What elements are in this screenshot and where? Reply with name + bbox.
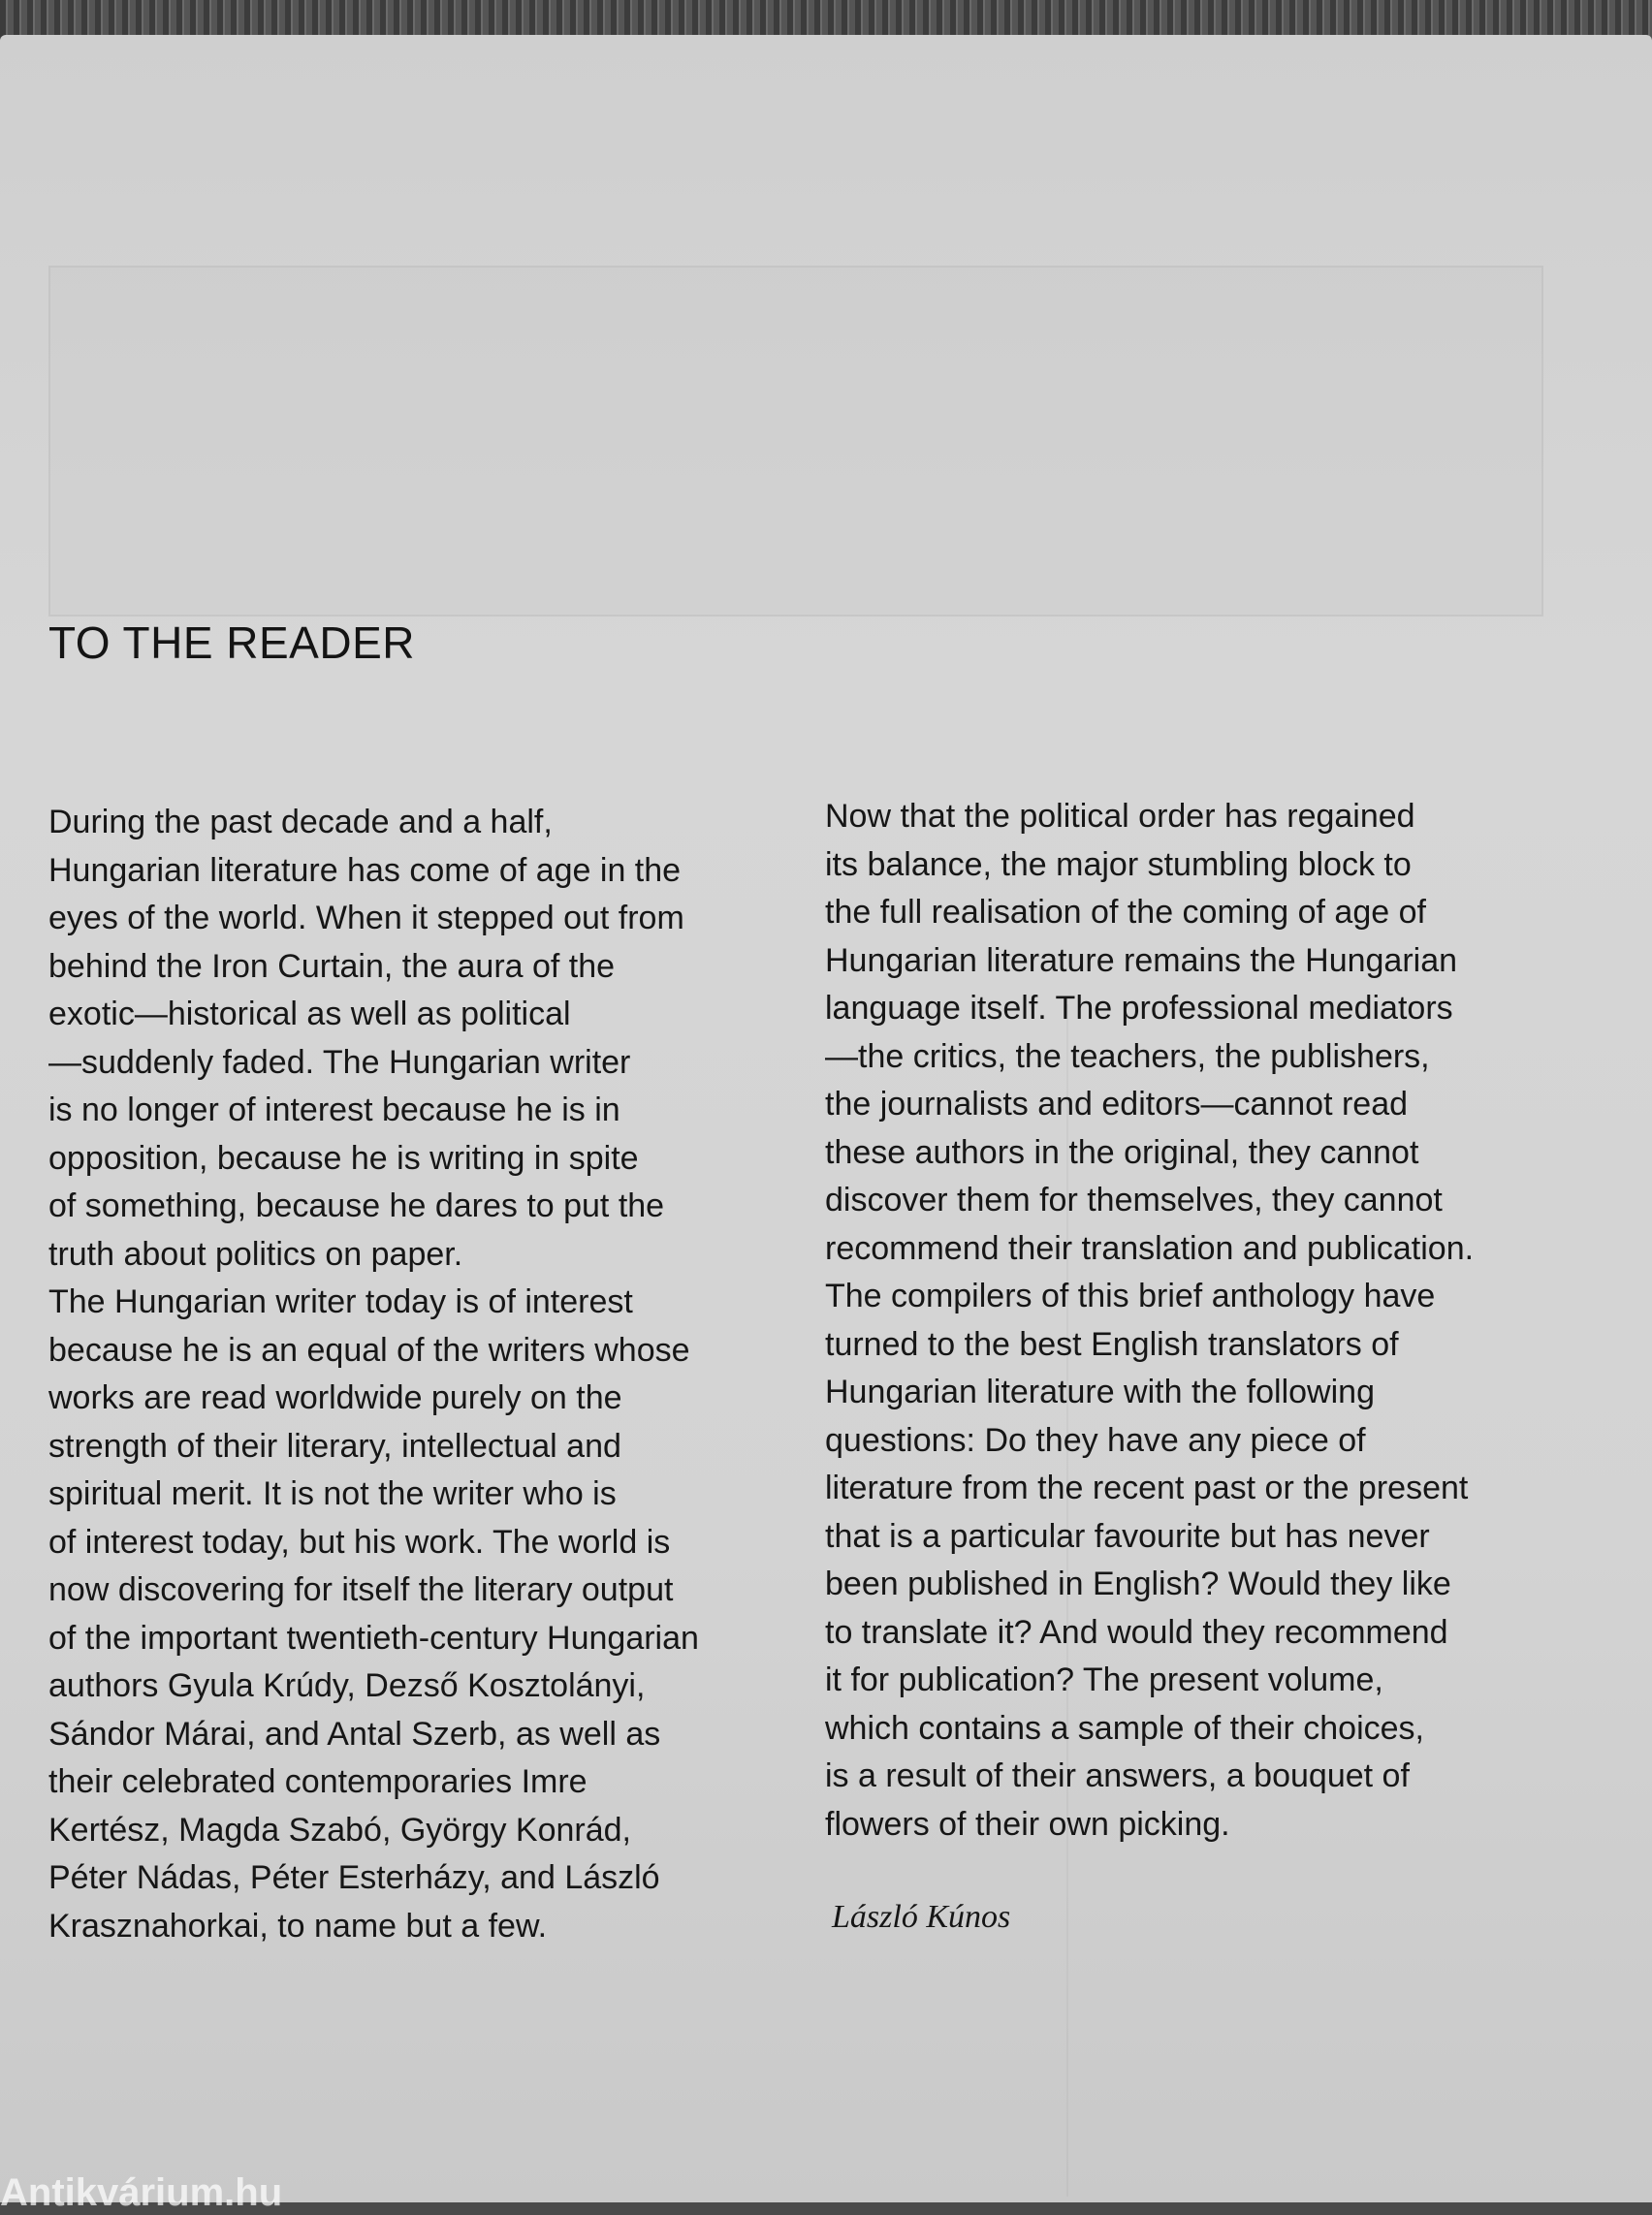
right-column-line: these authors in the original, they cannot	[825, 1133, 1419, 1171]
left-column-line: of the important twentieth-century Hungarian	[48, 1619, 699, 1657]
left-column-line: is no longer of interest because he is in	[48, 1092, 620, 1128]
left-column-line: strength of their literary, intellectual and	[48, 1427, 621, 1465]
right-column-line: the journalists and editors—cannot read	[825, 1086, 1409, 1123]
right-column-line: that is a particular favourite but has never	[825, 1517, 1430, 1555]
right-column-line: recommend their translation and publication.	[825, 1229, 1475, 1267]
left-column-line: of something, because he dares to put the	[48, 1187, 665, 1224]
left-column-line: The Hungarian writer today is of interest	[48, 1283, 633, 1320]
left-column-line: —suddenly faded. The Hungarian writer	[48, 1043, 631, 1081]
left-column-line: Krasznahorkai, to name but a few.	[48, 1907, 548, 1945]
left-column-line: because he is an equal of the writers whose	[48, 1331, 690, 1369]
left-column-line: works are read worldwide purely on the	[48, 1379, 622, 1416]
left-column-line: spiritual merit. It is not the writer who is	[48, 1475, 617, 1512]
left-column-line: their celebrated contemporaries Imre	[48, 1763, 588, 1800]
right-column-line: the full realisation of the coming of age of	[825, 894, 1426, 931]
left-column-line: Péter Nádas, Péter Esterházy, and László	[48, 1859, 660, 1896]
left-column-line: truth about politics on paper.	[48, 1235, 463, 1273]
right-column-line: been published in English? Would they like	[825, 1566, 1451, 1602]
right-text-column	[825, 793, 1562, 1849]
right-column-line: language itself. The professional mediators	[825, 990, 1453, 1027]
right-column-line: discover them for themselves, they cannot	[825, 1182, 1443, 1218]
right-column-line: to translate it? And would they recommend	[825, 1613, 1448, 1651]
left-column-line: Sándor Márai, and Antal Szerb, as well as	[48, 1715, 661, 1753]
left-text-column	[48, 799, 785, 1950]
right-column-line: Now that the political order has regained	[825, 798, 1415, 835]
page-title: TO THE READER	[48, 617, 415, 668]
left-column-line: opposition, because he is writing in spite	[48, 1139, 639, 1177]
right-column-line: its balance, the major stumbling block to	[825, 845, 1412, 883]
right-column-line: turned to the best English translators of	[825, 1325, 1399, 1363]
left-column-line: now discovering for itself the literary output	[48, 1571, 674, 1608]
watermark: Antikvárium.hu	[0, 2171, 283, 2214]
right-column-line: Hungarian literature with the following	[825, 1374, 1375, 1410]
right-column-line: The compilers of this brief anthology have	[825, 1278, 1436, 1314]
right-column-line: is a result of their answers, a bouquet of	[825, 1757, 1410, 1794]
scanner-edge	[0, 0, 1652, 39]
left-column-line: authors Gyula Krúdy, Dezső Kosztolányi,	[48, 1667, 646, 1704]
right-column-line: which contains a sample of their choices,	[825, 1709, 1424, 1747]
book-page	[0, 35, 1652, 2202]
right-column-line: —the critics, the teachers, the publishers,	[825, 1037, 1430, 1075]
right-column-line: literature from the recent past or the present	[825, 1470, 1469, 1506]
left-column-line: eyes of the world. When it stepped out from	[48, 900, 684, 936]
right-column-line: Hungarian literature remains the Hungarian	[825, 941, 1458, 979]
right-column-line: it for publication? The present volume,	[825, 1661, 1383, 1698]
author-signature: László Kúnos	[832, 1899, 1011, 1935]
left-column-line: of interest today, but his work. The world is	[48, 1523, 671, 1561]
right-column-line: flowers of their own picking.	[825, 1805, 1230, 1843]
show-through-title-box	[48, 266, 1543, 617]
left-column-line: Kertész, Magda Szabó, György Konrád,	[48, 1811, 631, 1849]
left-column-line: Hungarian literature has come of age in the	[48, 851, 682, 889]
left-column-line: exotic—historical as well as political	[48, 996, 571, 1032]
left-column-line: behind the Iron Curtain, the aura of the	[48, 947, 616, 985]
left-column-line: During the past decade and a half,	[48, 804, 553, 840]
right-column-line: questions: Do they have any piece of	[825, 1421, 1366, 1459]
